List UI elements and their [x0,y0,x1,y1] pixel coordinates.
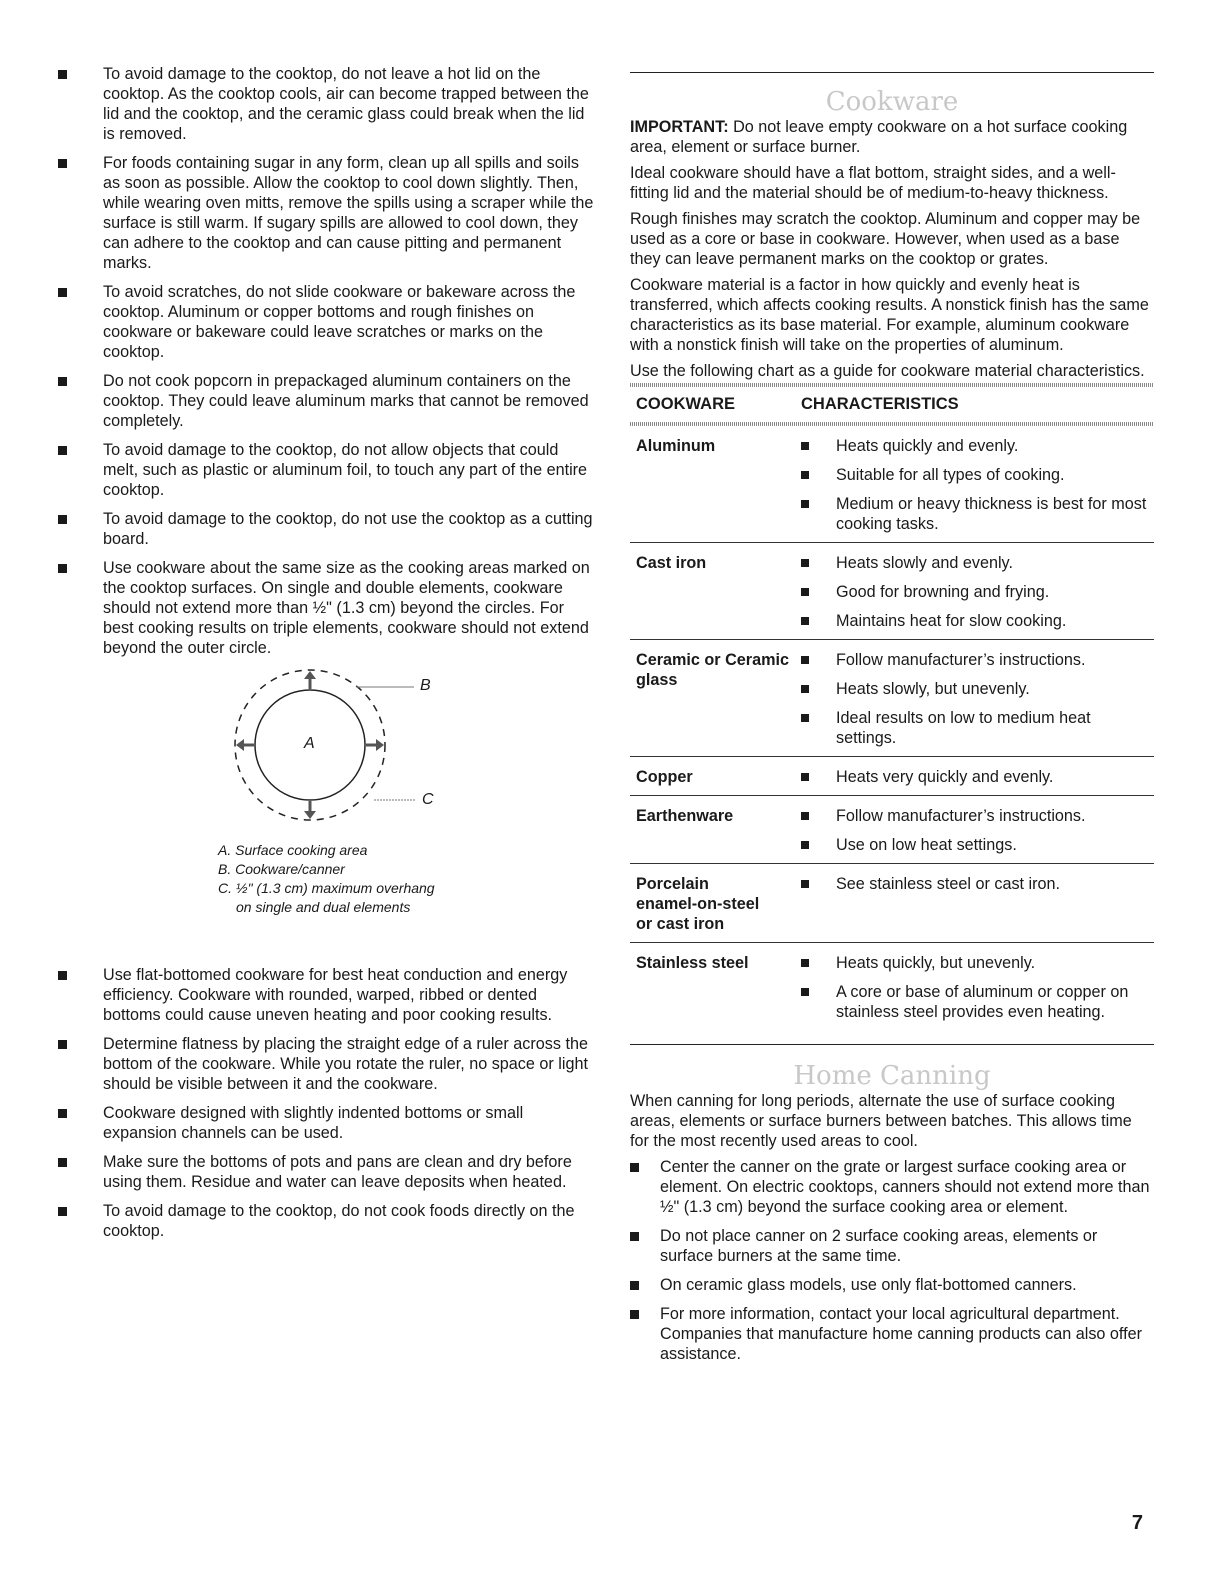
characteristic: Good for browning and frying. [801,582,1154,602]
column-header-characteristics: CHARACTERISTICS [801,395,959,413]
characteristic: Heats slowly, but unevenly. [801,679,1154,699]
cooking-area-diagram-graphic [58,665,596,845]
list-item: Do not cook popcorn in prepackaged aluminum containers on the cooktop. They could leave aluminum marks that cannot be removed completely. [58,371,596,431]
label-a: A [304,735,315,752]
cooktop-care-list-top [58,64,596,658]
caption-c-continued: on single and dual elements [236,899,411,915]
characteristic: Heats slowly and evenly. [801,553,1154,573]
list-item: For foods containing sugar in any form, clean up all spills and soils as soon as possible. Allow the cooktop to cool down slightly. Then, while wearing oven mitts, remove the spills using a scraper while the surface is still warm. If sugary spills are allowed to cool down, they can adhere to the cooktop and can cause pitting and permanent marks. [58,153,596,273]
characteristic: Heats quickly and evenly. [801,436,1154,456]
cooking-area-diagram [58,665,596,955]
characteristic: A core or base of aluminum or copper on stainless steel provides even heating. [801,982,1154,1022]
table-row [630,640,1154,757]
diagram-caption [218,841,435,917]
list-item: For more information, contact your local agricultural department. Companies that manufacture home canning products can also offer assistance. [630,1304,1154,1364]
list-item: To avoid damage to the cooktop, do not cook foods directly on the cooktop. [58,1201,596,1241]
canning-intro: When canning for long periods, alternate the use of surface cooking areas, elements or surface burners between batches. This allows time for the most recently used areas to cool. [630,1092,1132,1150]
table-row [630,796,1154,864]
characteristic: Follow manufacturer’s instructions. [801,650,1154,670]
list-item: To avoid damage to the cooktop, do not leave a hot lid on the cooktop. As the cooktop cools, air can become trapped between the lid and the cooktop, and the ceramic glass could break when the lid is removed. [58,64,596,144]
list-item: To avoid damage to the cooktop, do not use the cooktop as a cutting board. [58,509,596,549]
material-name: Ceramic or Ceramic glass [636,651,789,689]
list-item: Cookware designed with slightly indented bottoms or small expansion channels can be used. [58,1103,596,1143]
characteristic: See stainless steel or cast iron. [801,874,1154,894]
material-name: Copper [636,768,693,786]
list-item: Use cookware about the same size as the cooking areas marked on the cooktop surfaces. On single and double elements, cookware should not extend more than ½" (1.3 cm) beyond the circles. For best cooking results on triple elements, cookware should not extend beyond the outer circle. [58,558,596,658]
paragraph: Ideal cookware should have a flat bottom, straight sides, and a well-fitting lid and the material should be of medium-to-heavy thickness. [630,164,1116,202]
table-row [630,426,1154,543]
section-rule [630,72,1154,73]
table-row [630,543,1154,640]
cookware-table [630,383,1154,1030]
important-label: IMPORTANT: [630,118,729,136]
characteristic: Follow manufacturer’s instructions. [801,806,1154,826]
cookware-heading: Cookware [825,87,959,117]
section-rule [630,1044,1154,1045]
home-canning-heading: Home Canning [793,1061,991,1091]
paragraph: Rough finishes may scratch the cooktop. Aluminum and copper may be used as a core or base in cookware. However, when used as a base they can leave permanent marks on the cooktop or grates. [630,210,1141,268]
list-item: To avoid damage to the cooktop, do not allow objects that could melt, such as plastic or aluminum foil, to touch any part of the entire cooktop. [58,440,596,500]
list-item: Use flat-bottomed cookware for best heat conduction and energy efficiency. Cookware with rounded, warped, ribbed or dented bottoms could cause uneven heating and poor cooking results. [58,965,596,1025]
home-canning-section [630,1044,1154,1364]
list-item: Do not place canner on 2 surface cooking areas, elements or surface burners at the same time. [630,1226,1154,1266]
characteristic: Ideal results on low to medium heat settings. [801,708,1154,748]
material-name: Cast iron [636,554,707,572]
characteristic: Maintains heat for slow cooking. [801,611,1154,631]
characteristic: Heats quickly, but unevenly. [801,953,1154,973]
left-column [58,64,596,1250]
paragraph: Use the following chart as a guide for cookware material characteristics. [630,362,1145,380]
label-b: B [420,677,431,694]
characteristic: Suitable for all types of cooking. [801,465,1154,485]
list-item: Make sure the bottoms of pots and pans are clean and dry before using them. Residue and water can leave deposits when heated. [58,1152,596,1192]
caption-c: C. ½" (1.3 cm) maximum overhang [218,880,435,896]
material-name: Stainless steel [636,954,749,972]
list-item: Determine flatness by placing the straight edge of a ruler across the bottom of the cookware. While you rotate the ruler, no space or light should be visible between it and the cookware. [58,1034,596,1094]
table-row [630,943,1154,1030]
material-name: Earthenware [636,807,734,825]
characteristic: Heats very quickly and evenly. [801,767,1154,787]
paragraph: Cookware material is a factor in how quickly and evenly heat is transferred, which affects cooking results. A nonstick finish has the same characteristics as its base material. For example, aluminum cookware with a nonstick finish will take on the properties of aluminum. [630,276,1149,354]
label-c: C [422,791,434,808]
important-note [630,117,1154,157]
list-item: To avoid scratches, do not slide cookware or bakeware across the cooktop. Aluminum or copper bottoms and rough finishes on cookware or bakeware could leave scratches or marks on the cooktop. [58,282,596,362]
column-header-cookware: COOKWARE [636,395,735,413]
canning-list [630,1157,1154,1364]
material-name: Porcelain enamel-on-steel or cast iron [636,875,760,933]
caption-b: B. Cookware/canner [218,861,345,877]
right-column [630,72,1154,1373]
table-header [630,387,1154,422]
characteristic: Use on low heat settings. [801,835,1154,855]
characteristic: Medium or heavy thickness is best for most cooking tasks. [801,494,1154,534]
caption-a: A. Surface cooking area [218,842,368,858]
important-text: Do not leave empty cookware on a hot surface cooking area, element or surface burner. [630,118,1128,156]
cookware-tips-list [58,965,596,1241]
page-number: 7 [1131,1512,1143,1534]
material-name: Aluminum [636,437,716,455]
table-row [630,757,1154,796]
table-row [630,864,1154,943]
list-item: Center the canner on the grate or largest surface cooking area or element. On electric cooktops, canners should not extend more than ½" (1.3 cm) beyond the surface cooking area or element. [630,1157,1154,1217]
list-item: On ceramic glass models, use only flat-bottomed canners. [630,1275,1154,1295]
